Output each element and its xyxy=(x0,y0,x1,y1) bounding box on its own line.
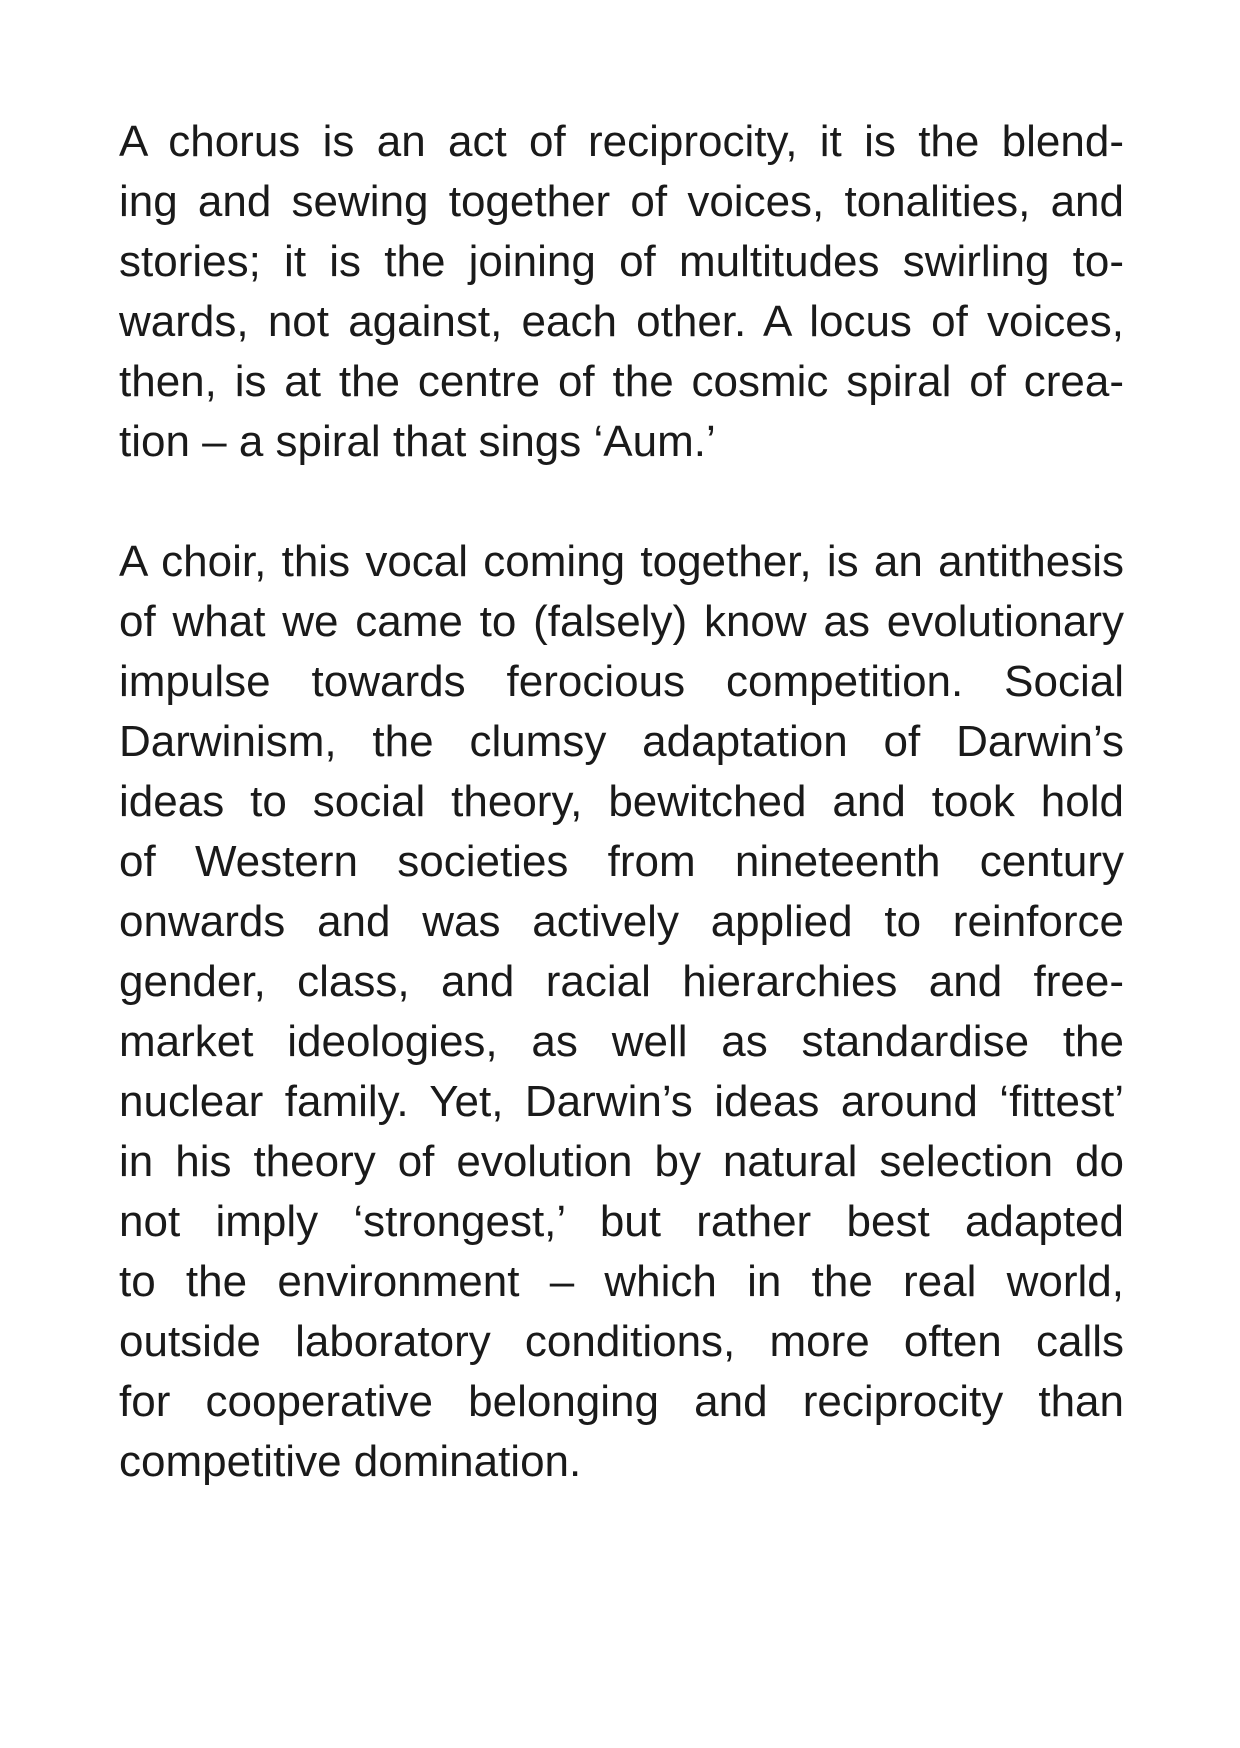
text-line: outside laboratory conditions, more often calls xyxy=(119,1317,1124,1366)
text-line: of Western societies from nineteenth century xyxy=(119,837,1124,886)
text-line: A choir, this vocal coming together, is an antithesis xyxy=(119,537,1124,586)
text-line: ing and sewing together of voices, tonalities, and xyxy=(119,177,1124,226)
text-line: not imply ‘strongest,’ but rather best adapted xyxy=(119,1197,1124,1246)
text-line: ideas to social theory, bewitched and took hold xyxy=(119,777,1124,826)
text-line: onwards and was actively applied to reinforce xyxy=(119,897,1124,946)
text-line: gender, class, and racial hierarchies and free- xyxy=(119,957,1124,1006)
text-line: wards, not against, each other. A locus of voices, xyxy=(119,297,1124,346)
paragraph-2 xyxy=(119,532,1124,1492)
text-line: for cooperative belonging and reciprocity than xyxy=(119,1377,1124,1426)
text-line: tion – a spiral that sings ‘Aum.’ xyxy=(119,417,716,466)
text-line: to the environment – which in the real world, xyxy=(119,1257,1124,1306)
text-line: nuclear family. Yet, Darwin’s ideas around ‘fittest’ xyxy=(119,1077,1124,1126)
paragraph-1 xyxy=(119,112,1124,472)
text-line: in his theory of evolution by natural selection do xyxy=(119,1137,1124,1186)
text-line: impulse towards ferocious competition. Social xyxy=(119,657,1124,706)
text-line: Darwinism, the clumsy adaptation of Darwin’s xyxy=(119,717,1124,766)
text-line: competitive domination. xyxy=(119,1437,582,1486)
text-line: A chorus is an act of reciprocity, it is the blend- xyxy=(119,117,1124,166)
body-text xyxy=(119,112,1124,1492)
text-line: then, is at the centre of the cosmic spiral of crea- xyxy=(119,357,1124,406)
text-line: market ideologies, as well as standardise the xyxy=(119,1017,1124,1066)
paragraph-gap xyxy=(119,472,1124,532)
text-line: stories; it is the joining of multitudes swirling to- xyxy=(119,237,1124,286)
text-line: of what we came to (falsely) know as evolutionary xyxy=(119,597,1124,646)
